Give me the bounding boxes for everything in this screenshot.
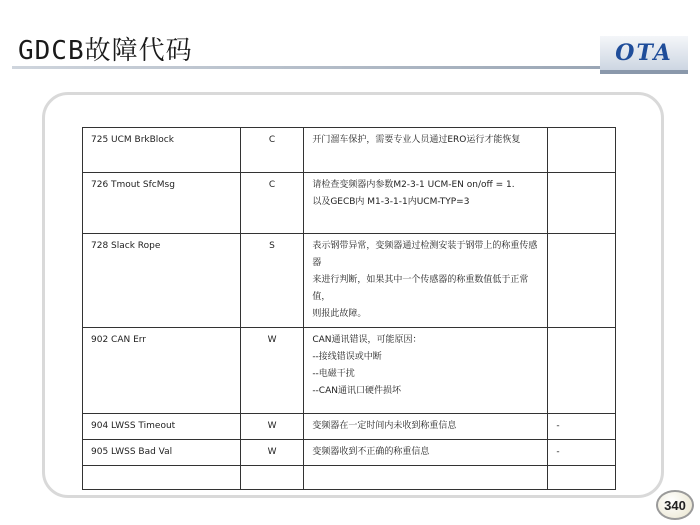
table-row xyxy=(83,328,616,414)
fault-description-cell xyxy=(304,234,548,328)
fault-description-cell xyxy=(304,440,548,466)
description-line: 表示钢带异常，变频器通过检测安装于钢带上的称重传感器 xyxy=(312,241,538,268)
table-row xyxy=(83,173,616,234)
fault-type-cell: C xyxy=(240,173,304,234)
description-line: 则报此故障。 xyxy=(312,309,367,319)
description-line: 来进行判断，如果其中一个传感器的称重数值低于正常值， xyxy=(312,275,529,302)
fault-code-cell: 902 CAN Err xyxy=(83,328,241,414)
table-row xyxy=(83,440,616,466)
extra-cell xyxy=(548,128,616,173)
fault-type-cell: S xyxy=(240,234,304,328)
page-number-badge: 340 xyxy=(656,490,694,520)
extra-cell xyxy=(548,173,616,234)
fault-code-table xyxy=(82,127,616,490)
description-line: --接线错误或中断 xyxy=(312,352,382,362)
fault-code-cell: 725 UCM BrkBlock xyxy=(83,128,241,173)
fault-code-cell: 726 Tmout SfcMsg xyxy=(83,173,241,234)
fault-type-cell: W xyxy=(240,440,304,466)
fault-code-cell: 904 LWSS Timeout xyxy=(83,414,241,440)
description-line: 请检查变频器内参数M2-3-1 UCM-EN on/off = 1. xyxy=(312,180,515,190)
fault-description-cell xyxy=(304,466,548,490)
title-divider xyxy=(12,66,602,69)
table-row xyxy=(83,414,616,440)
fault-type-cell: W xyxy=(240,414,304,440)
description-line: --电磁干扰 xyxy=(312,369,355,379)
table-row xyxy=(83,466,616,490)
ota-logo xyxy=(600,36,688,74)
fault-description-cell xyxy=(304,328,548,414)
description-line: 变频器收到不正确的称重信息 xyxy=(312,447,430,457)
fault-code-cell: 728 Slack Rope xyxy=(83,234,241,328)
description-line: 以及GECB内 M1-3-1-1内UCM-TYP=3 xyxy=(312,197,470,207)
extra-cell xyxy=(548,234,616,328)
extra-cell xyxy=(548,328,616,414)
description-line: 变频器在一定时间内未收到称重信息 xyxy=(312,421,457,431)
extra-cell: - xyxy=(548,440,616,466)
fault-type-cell xyxy=(240,466,304,490)
fault-description-cell xyxy=(304,414,548,440)
fault-description-cell xyxy=(304,173,548,234)
extra-cell: - xyxy=(548,414,616,440)
fault-code-cell xyxy=(83,466,241,490)
description-line: --CAN通讯口硬件损坏 xyxy=(312,386,401,396)
extra-cell xyxy=(548,466,616,490)
fault-code-cell: 905 LWSS Bad Val xyxy=(83,440,241,466)
description-line: CAN通讯错误，可能原因： xyxy=(312,335,422,345)
fault-type-cell: C xyxy=(240,128,304,173)
logo-text: OTA xyxy=(615,40,673,66)
page-title: GDCB故障代码 xyxy=(18,36,193,66)
table-row xyxy=(83,128,616,173)
fault-type-cell: W xyxy=(240,328,304,414)
table-row xyxy=(83,234,616,328)
fault-description-cell xyxy=(304,128,548,173)
description-line: 开门溜车保护，需要专业人员通过ERO运行才能恢复 xyxy=(312,135,521,145)
